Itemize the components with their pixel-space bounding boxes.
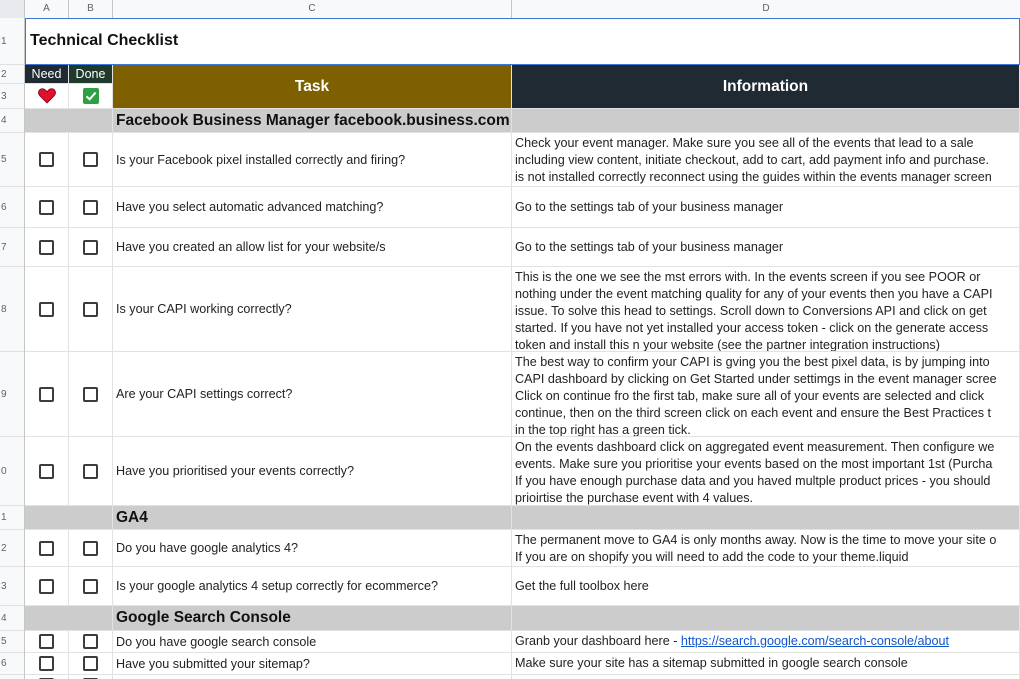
- done-checkbox[interactable]: [83, 152, 98, 167]
- info-line: token and install this n your website (see the partner integration instructions): [515, 337, 940, 352]
- column-header-c[interactable]: C: [113, 0, 512, 18]
- section-info-blank: [512, 109, 1020, 133]
- task-cell[interactable]: Are your CAPI settings correct?: [113, 352, 512, 437]
- task-header[interactable]: Task: [113, 65, 512, 109]
- info-line: Get the full toolbox here: [515, 578, 649, 593]
- need-checkbox-cell: [25, 530, 69, 567]
- done-checkbox-cell: [69, 567, 113, 606]
- section-title[interactable]: Facebook Business Manager facebook.business.com: [113, 109, 512, 133]
- table-row: [25, 352, 1020, 437]
- info-cell[interactable]: [512, 567, 1020, 606]
- need-checkbox[interactable]: [39, 579, 54, 594]
- info-line: On the events dashboard click on aggregated event measurement. Then configure we: [515, 440, 995, 454]
- info-line: prioirtise the purchase event with 4 values.: [515, 490, 754, 505]
- select-all-corner[interactable]: [0, 0, 25, 18]
- need-checkbox[interactable]: [39, 240, 54, 255]
- info-line: Granb your dashboard here -: [515, 634, 681, 649]
- info-cell[interactable]: [512, 631, 1020, 653]
- table-row: [25, 530, 1020, 567]
- done-checkbox[interactable]: [83, 541, 98, 556]
- need-checkbox-cell: [25, 228, 69, 267]
- need-checkbox-cell: [25, 653, 69, 675]
- need-checkbox-cell: [25, 267, 69, 352]
- done-checkbox-cell: [69, 631, 113, 653]
- row-header[interactable]: 6: [0, 653, 24, 675]
- row-header[interactable]: 3: [0, 84, 24, 109]
- heart-icon: [38, 88, 56, 104]
- info-line: This is the one we see the mst errors with. In the events screen if you see POOR or: [515, 270, 981, 284]
- row-header[interactable]: 7: [0, 228, 24, 267]
- section-spacer: [25, 109, 113, 133]
- task-cell[interactable]: Have you select automatic advanced matching?: [113, 187, 512, 228]
- done-checkbox-cell: [69, 530, 113, 567]
- done-checkbox-cell: [69, 352, 113, 437]
- need-checkbox[interactable]: [39, 152, 54, 167]
- info-line: If you are on shopify you will need to add the code to your theme.liquid: [515, 549, 909, 564]
- info-cell[interactable]: [512, 133, 1020, 187]
- task-cell[interactable]: Is your Facebook pixel installed correctly and firing?: [113, 133, 512, 187]
- column-header-b[interactable]: B: [69, 0, 113, 18]
- done-checkbox-cell: [69, 133, 113, 187]
- info-line: issue. To solve this head to settings. Scroll down to Conversions API and click on get: [515, 303, 987, 318]
- sheet-title[interactable]: Technical Checklist: [25, 18, 1020, 65]
- row-header[interactable]: 4: [0, 109, 24, 133]
- need-checkbox-cell: [25, 631, 69, 653]
- done-checkbox[interactable]: [83, 634, 98, 649]
- column-header-d[interactable]: D: [762, 3, 770, 14]
- section-row: [25, 109, 1020, 133]
- table-row: [25, 437, 1020, 506]
- need-checkbox-cell: [25, 187, 69, 228]
- done-checkbox[interactable]: [83, 200, 98, 215]
- table-row: [25, 653, 1020, 675]
- table-row-partial: [25, 675, 1020, 679]
- information-header[interactable]: Information: [512, 65, 1020, 109]
- section-row: [25, 606, 1020, 631]
- title-row: [25, 18, 1020, 65]
- search-console-link[interactable]: https://search.google.com/search-console/about: [680, 634, 950, 649]
- done-checkbox[interactable]: [83, 464, 98, 479]
- table-row: [25, 267, 1020, 352]
- table-row: [25, 187, 1020, 228]
- legend-row: [25, 84, 1020, 109]
- checkmark-icon: [83, 88, 99, 104]
- table-row: [25, 567, 1020, 606]
- need-checkbox[interactable]: [39, 541, 54, 556]
- section-spacer: [25, 606, 113, 631]
- table-row: [25, 133, 1020, 187]
- done-checkbox[interactable]: [83, 302, 98, 317]
- task-cell[interactable]: Is your google analytics 4 setup correctly for ecommerce?: [113, 567, 512, 606]
- info-line: The permanent move to GA4 is only months away. Now is the time to move your site o: [515, 533, 997, 547]
- done-checkbox[interactable]: [83, 656, 98, 671]
- info-line: If you have enough purchase data and you haved multple product prices - you should: [515, 473, 991, 488]
- info-line: events. Make sure you prioritise your events based on the most important 1st (Purcha: [515, 456, 993, 471]
- task-cell[interactable]: [113, 675, 512, 679]
- need-checkbox[interactable]: [39, 464, 54, 479]
- task-cell[interactable]: Do you have google analytics 4?: [113, 530, 512, 567]
- need-checkbox[interactable]: [39, 387, 54, 402]
- row-header[interactable]: 0: [0, 437, 24, 506]
- info-line: Click on continue fro the first tab, make sure all of your events are selected and click: [515, 388, 984, 403]
- section-info-blank: [512, 606, 1020, 631]
- row-header[interactable]: 4: [0, 606, 24, 631]
- info-cell[interactable]: [512, 653, 1020, 675]
- row-header[interactable]: 2: [0, 65, 24, 84]
- row-header[interactable]: 6: [0, 187, 24, 228]
- done-checkbox[interactable]: [83, 240, 98, 255]
- row-header[interactable]: 3: [0, 567, 24, 606]
- info-cell[interactable]: [512, 352, 1020, 437]
- row-header[interactable]: 1: [0, 506, 24, 530]
- done-checkbox-cell: [69, 228, 113, 267]
- column-header-a[interactable]: A: [25, 0, 69, 18]
- row-header-bar: [0, 18, 25, 679]
- info-line: started. If you have not yet installed your access token - click on the generate access: [515, 320, 989, 335]
- row-header[interactable]: 5: [0, 631, 24, 653]
- info-cell[interactable]: [512, 675, 1020, 679]
- done-checkbox-cell: [69, 267, 113, 352]
- done-header[interactable]: Done: [69, 65, 113, 84]
- need-checkbox[interactable]: [39, 200, 54, 215]
- task-cell[interactable]: Do you have google search console: [113, 631, 512, 653]
- need-header[interactable]: Need: [25, 65, 69, 84]
- done-legend-cell[interactable]: [69, 84, 113, 109]
- info-line: Check your event manager. Make sure you see all of the events that lead to a sale: [515, 136, 974, 150]
- row-header[interactable]: 5: [0, 133, 24, 187]
- need-checkbox-cell: [25, 133, 69, 187]
- info-line: is not installed correctly reconnect using the guides within the events manager screen: [515, 169, 992, 184]
- need-legend-cell[interactable]: [25, 84, 69, 109]
- info-cell[interactable]: [512, 187, 1020, 228]
- info-line: Go to the settings tab of your business manager: [515, 199, 784, 214]
- cell-grid: [25, 18, 1020, 679]
- task-cell[interactable]: Have you submitted your sitemap?: [113, 653, 512, 675]
- info-cell[interactable]: [512, 437, 1020, 506]
- section-title[interactable]: Google Search Console: [113, 606, 512, 631]
- need-checkbox-cell: [25, 437, 69, 506]
- need-checkbox-cell: [25, 675, 69, 679]
- need-checkbox[interactable]: [39, 634, 54, 649]
- need-checkbox[interactable]: [39, 302, 54, 317]
- info-cell[interactable]: [512, 530, 1020, 567]
- info-line: nothing under the event matching quality for any of your events then you have a CAPI: [515, 286, 993, 301]
- column-header-bar: [0, 0, 1020, 19]
- row-header[interactable]: 9: [0, 352, 24, 437]
- done-checkbox[interactable]: [83, 579, 98, 594]
- need-checkbox-cell: [25, 352, 69, 437]
- task-cell[interactable]: Have you prioritised your events correctly?: [113, 437, 512, 506]
- task-cell[interactable]: Is your CAPI working correctly?: [113, 267, 512, 352]
- info-line: CAPI dashboard by clicking on Get Started under settimgs in the event manager scree: [515, 371, 997, 386]
- info-cell[interactable]: [512, 228, 1020, 267]
- done-checkbox-cell: [69, 653, 113, 675]
- task-cell[interactable]: Have you created an allow list for your website/s: [113, 228, 512, 267]
- done-checkbox-cell: [69, 187, 113, 228]
- info-line: The best way to confirm your CAPI is gving you the best pixel data, is by jumping into: [515, 355, 990, 369]
- row-header[interactable]: 1: [0, 18, 24, 65]
- info-line: Make sure your site has a sitemap submitted in google search console: [515, 656, 908, 671]
- section-row: [25, 506, 1020, 530]
- need-checkbox[interactable]: [39, 656, 54, 671]
- row-header[interactable]: 8: [0, 267, 24, 352]
- info-cell[interactable]: [512, 267, 1020, 352]
- info-line: in the top right has a green tick.: [515, 422, 691, 437]
- section-title[interactable]: GA4: [113, 506, 512, 530]
- table-row: [25, 631, 1020, 653]
- info-line: Go to the settings tab of your business manager: [515, 239, 784, 254]
- info-line: including view content, initiate checkout, add to cart, add payment info and purchase.: [515, 152, 989, 167]
- done-checkbox-cell: [69, 437, 113, 506]
- done-checkbox-cell: [69, 675, 113, 679]
- row-header[interactable]: 2: [0, 530, 24, 567]
- section-info-blank: [512, 506, 1020, 530]
- info-line: continue, then on the third screen click on each event and ensure the Best Practices t: [515, 405, 992, 420]
- done-checkbox[interactable]: [83, 387, 98, 402]
- table-row: [25, 228, 1020, 267]
- section-spacer: [25, 506, 113, 530]
- need-checkbox-cell: [25, 567, 69, 606]
